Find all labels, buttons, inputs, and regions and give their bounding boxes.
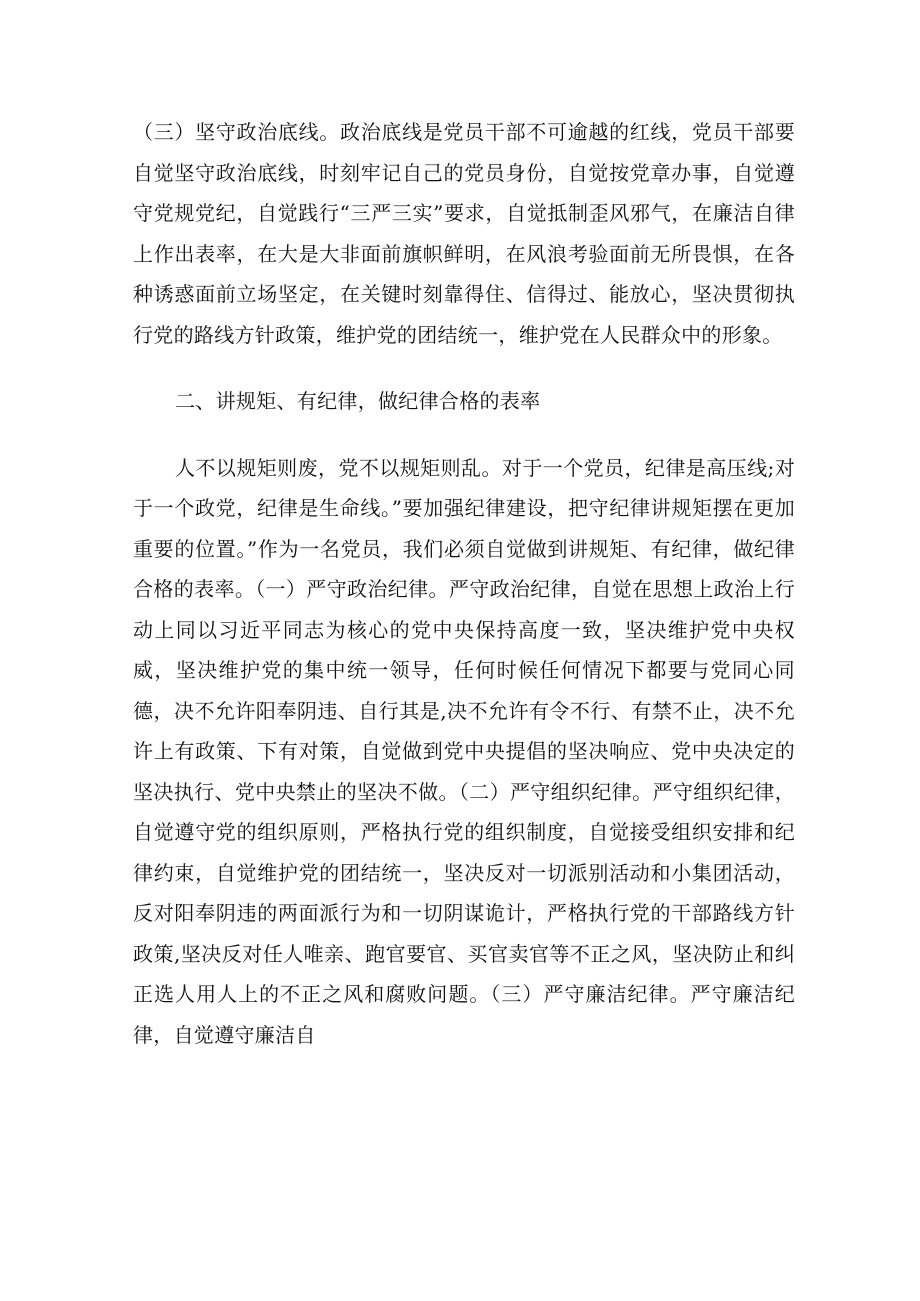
section-heading: 二、讲规矩、有纪律，做纪律合格的表率 (175, 389, 541, 413)
paragraph-discipline: 人不以规矩则废，党不以规矩则乱。对于一个党员，纪律是高压线;对于一个政党，纪律是生命线。”要加强纪律建设，把守纪律讲规矩摆在更加重要的位置。”作为一名党员，我们必须自觉做到讲规矩、有纪律，做纪律合格的表率。（一）严守政治纪律。严守政治纪律，自觉在思想上政治上行动上同以习近平同志为核心的党中央保持高度一致，坚决维护党中央权威，坚决维护党的集中统一领导，任何时候任何情况下都要与党同心同德，决不允许阳奉阴违、自行其是,决不允许有令不行、有禁不止，决不允许上有政策、下有对策，自觉做到党中央提倡的坚决响应、党中央决定的坚决执行、党中央禁止的坚决不做。（二）严守组织纪律。严守组织纪律，自觉遵守党的组织原则，严格执行党的组织制度，自觉接受组织安排和纪律约束，自觉维护党的团结统一，坚决反对一切派别活动和小集团活动，反对阳奉阴违的两面派行为和一切阴谋诡计，严格执行党的干部路线方针政策,坚决反对任人唯亲、跑官要官、买官卖官等不正之风，坚决防止和纠正选人用人上的不正之风和腐败问题。（三）严守廉洁纪律。严守廉洁纪律，自觉遵守廉洁自 (133, 455, 795, 1047)
paragraph-political-bottom-line: （三）坚守政治底线。政治底线是党员干部不可逾越的红线，党员干部要自觉坚守政治底线，时刻牢记自己的党员身份，自觉按党章办事，自觉遵守党规党纪，自觉践行“三严三实”要求，自觉抵制歪风邪气，在廉洁自律上作出表率，在大是大非面前旗帜鲜明，在风浪考验面前无所畏惧，在各种诱惑面前立场坚定，在关键时刻靠得住、信得过、能放心，坚决贯彻执行党的路线方针政策，维护党的团结统一，维护党在人民群众中的形象。 (133, 120, 795, 347)
document-body (133, 112, 795, 1055)
